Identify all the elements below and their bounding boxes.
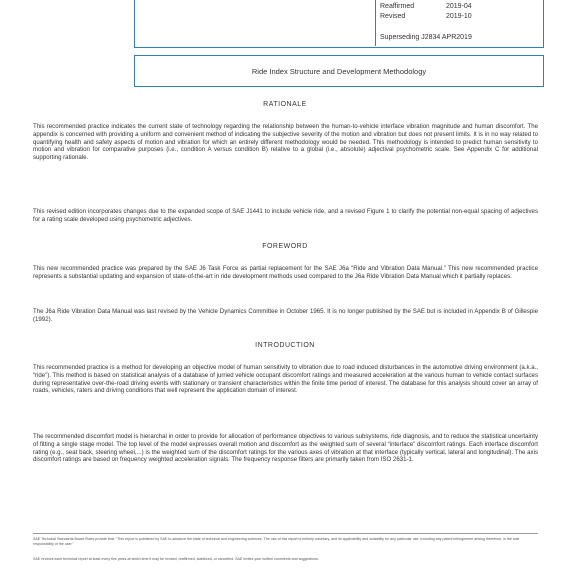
document-title: Ride Index Structure and Development Methodology [251,66,427,76]
footer-note-1: SAE Technical Standards Board Rules provide that: “This report is published by SAE to advance the state of technical and engineering sciences. The use of this report is entirely voluntary, and its applicability and suitability for any particular use, including any patent infringement arising therefrom, is the sole responsibility of the user.” [33,537,520,546]
rationale-paragraph-2: This revised edition incorporates changes due to the expanded scope of SAE J1441 to include vehicle ride, and a revised Figure 1 to clarify the potential non-equal spacing of adjectives for a rating scale developed using psychometric adjectives. [33,208,538,223]
rationale-heading: RATIONALE [263,101,307,108]
header-divider [375,0,376,46]
reaffirmed-label: Reaffirmed [380,3,415,10]
foreword-paragraph-2: The J6a Ride Vibration Data Manual was last revised by the Vehicle Dynamics Committee in October 1965. It is no longer published by the SAE but is included in Appendix B of Gillespie (1992). [33,308,538,323]
introduction-heading: INTRODUCTION [255,342,315,349]
revised-row [380,13,472,20]
footer-note-2: SAE reviews each technical report at least every five years at which time it may be revised, reaffirmed, stabilized, or cancelled. SAE invites your written comments and suggestions. [33,557,319,561]
introduction-paragraph-2: The recommended discomfort model is hierarchal in order to provide for allocation of performance objectives to various subsystems, ride diagnosis, and to reduce the statistical uncertainty of fitting a single stage model. The top level of the model expresses overall motion and discomfort as the weighted sum of several “interface” discomfort ratings. Each interface discomfort rating (e.g., seat back, steering wheel,...) is the weighted sum of the discomfort ratings for the various axes of vibration at that interface (typically vertical, lateral and longitudinal). The axis discomfort ratings are based on frequency weighted acceleration signals. The frequency response filters are primarily taken from ISO 2631-1. [33,433,538,464]
document-title-box [134,55,544,87]
superseding-text: Superseding J2834 APR2019 [380,34,472,41]
foreword-heading: FOREWORD [262,243,308,250]
reaffirmed-row [380,3,472,10]
revised-label: Revised [380,13,406,20]
footer-rule [33,533,538,534]
header-box [134,0,544,48]
introduction-paragraph-1: This recommended practice is a method for developing an objective model of human sensitivity to vibration due to road induced disturbances in the automotive driving environment (a.k.a., “ride”). This method is based on statistical analysis of a database of jurried vehicle occupant discomfort ratings and measured acceleration at the various human to vehicle contact surfaces during representative over-the-road driving events with stationary or transient characteristics within the finite time period of interest. The database for this analysis should cover an array of roads, vehicles, raters and driving conditions that well represent the application domain of interest. [33,364,538,395]
rationale-paragraph-1: This recommended practice indicates the current state of technology regarding the relationship between the human-to-vehicle interface vibration magnitude and human discomfort. The appendix is concerned with providing a uniform and convenient method of indicating the subjective severity of the motion and vibration but does not present limits. It is in no way related to quantifying health and safety aspects of motion and vibration for which an entirely different methodology would be needed. This methodology is intended to predict human sensitivity to motion and vibration for comparative purposes (i.e., condition A versus condition B) relative to a global (i.e., absolute) adjectival psychometric scale. See Appendix C for additional supporting rationale. [33,123,538,162]
superseding-row [380,34,472,41]
reaffirmed-value: 2019-04 [446,3,472,10]
revised-value: 2019-10 [446,13,472,20]
foreword-paragraph-1: This new recommended practice was prepared by the SAE J6 Task Force as partial replacement for the SAE J6a “Ride and Vibration Data Manual.” This new recommended practice represents a substantial updating and expansion of state-of-the-art in ride development methods used compared to the J6a Ride Vibration Data Manual which it partially replaces. [33,265,538,280]
